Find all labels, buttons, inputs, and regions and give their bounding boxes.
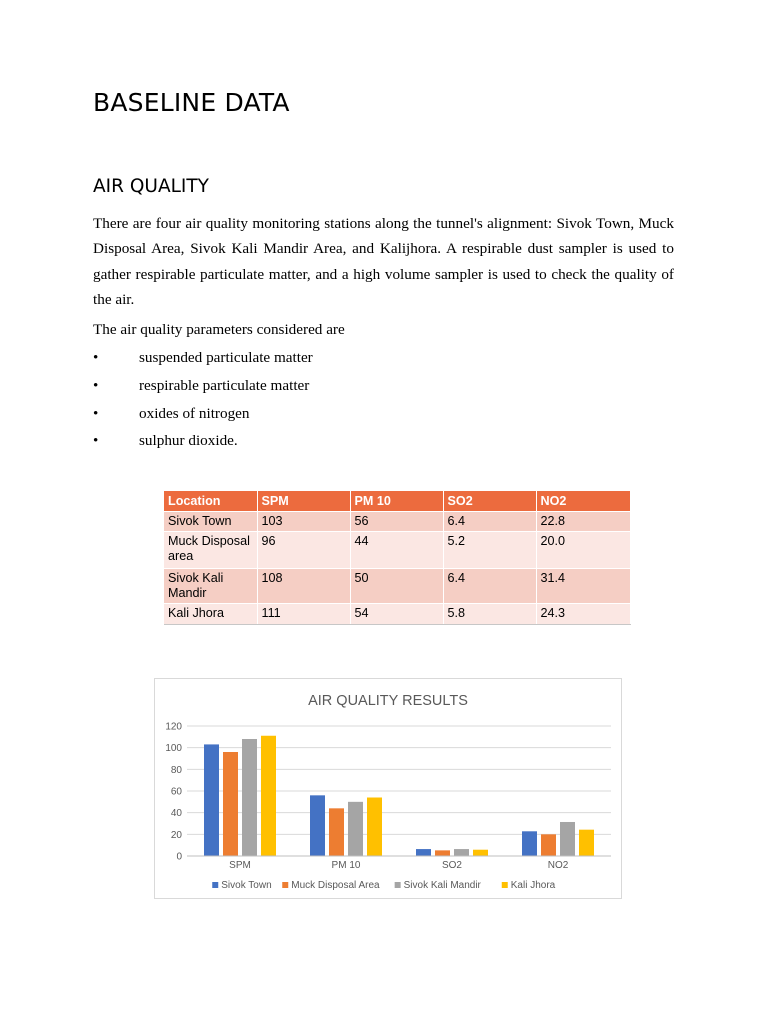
table-cell: 50	[350, 569, 443, 604]
chart-title: AIR QUALITY RESULTS	[308, 693, 468, 709]
bullet-icon: •	[93, 432, 99, 450]
section-paragraph: There are four air quality monitoring stations along the tunnel's alignment: Sivok Town, Muck Disposal Area, Sivok Kali Mandir Area, and Kalijhora. A respirable dust sampler is used to gather respirable particulate matter, and a high volume sampler is used to check the quality of the air.	[93, 215, 674, 308]
bar	[579, 830, 594, 856]
table-row	[164, 569, 630, 604]
table-cell: 5.8	[443, 604, 536, 625]
legend-label: Muck Disposal Area	[291, 880, 380, 891]
table-cell: 111	[257, 604, 350, 625]
bar	[242, 739, 257, 856]
table-row	[164, 512, 630, 532]
table-cell: 31.4	[536, 569, 630, 604]
bar	[348, 802, 363, 856]
column-header: Location	[164, 491, 257, 512]
table-cell: 5.2	[443, 532, 536, 569]
legend-swatch	[502, 882, 508, 888]
y-tick-label: 80	[170, 764, 182, 776]
section-title: AIR QUALITY	[93, 176, 209, 197]
bar	[261, 736, 276, 856]
bar	[541, 834, 556, 856]
air-quality-chart	[154, 678, 622, 899]
table-cell: Muck Disposal area	[164, 532, 257, 569]
legend-label: Sivok Town	[221, 880, 272, 891]
bar	[204, 744, 219, 856]
page-heading: BASELINE DATA	[93, 88, 290, 117]
legend-swatch	[395, 882, 401, 888]
table-cell: Sivok Kali Mandir	[164, 569, 257, 604]
bar	[310, 795, 325, 856]
bar	[473, 850, 488, 856]
chart-svg	[155, 679, 621, 898]
x-tick-label: PM 10	[331, 860, 361, 871]
y-tick-label: 60	[170, 786, 182, 798]
y-tick-label: 0	[176, 851, 182, 863]
bullet-icon: •	[93, 349, 99, 366]
column-header: NO2	[536, 491, 630, 512]
legend-label: Kali Jhora	[510, 880, 556, 891]
parameters-intro: The air quality parameters considered are	[93, 321, 345, 338]
bar	[560, 822, 575, 856]
y-tick-label: 120	[165, 721, 182, 733]
x-tick-label: NO2	[547, 860, 569, 871]
bullet-icon: •	[93, 404, 99, 422]
legend-swatch	[282, 882, 288, 888]
bar	[329, 808, 344, 856]
y-tick-label: 100	[165, 743, 182, 755]
table-cell: 44	[350, 532, 443, 569]
y-tick-label: 20	[170, 829, 182, 841]
column-header: SPM	[257, 491, 350, 512]
table-cell: 22.8	[536, 512, 630, 532]
x-tick-label: SO2	[441, 860, 463, 871]
table-cell: 54	[350, 604, 443, 625]
table-cell: Sivok Town	[164, 512, 257, 532]
table-cell: 103	[257, 512, 350, 532]
list-item-text: suspended particulate matter	[139, 349, 313, 366]
table-header-row	[164, 491, 630, 512]
table-cell: Kali Jhora	[164, 604, 257, 625]
table-cell: 6.4	[443, 512, 536, 532]
bullet-icon: •	[93, 376, 99, 394]
column-header: PM 10	[350, 491, 443, 512]
list-item-text: sulphur dioxide.	[139, 432, 238, 450]
table-row	[164, 604, 630, 625]
bar	[522, 831, 537, 856]
table-cell: 6.4	[443, 569, 536, 604]
x-tick-label: SPM	[229, 860, 251, 871]
table-cell: 20.0	[536, 532, 630, 569]
air-quality-table	[164, 491, 631, 625]
bar	[435, 850, 450, 856]
table-cell: 24.3	[536, 604, 630, 625]
bar	[454, 849, 469, 856]
table-cell: 56	[350, 512, 443, 532]
column-header: SO2	[443, 491, 536, 512]
legend-swatch	[212, 882, 218, 888]
y-tick-label: 40	[170, 808, 182, 820]
table-cell: 108	[257, 569, 350, 604]
bar	[367, 798, 382, 857]
bar	[223, 752, 238, 856]
table-row	[164, 532, 630, 569]
bar	[416, 849, 431, 856]
list-item-text: oxides of nitrogen	[139, 404, 250, 422]
list-item-text: respirable particulate matter	[139, 376, 310, 394]
table-cell: 96	[257, 532, 350, 569]
legend-label: Sivok Kali Mandir	[403, 880, 481, 891]
